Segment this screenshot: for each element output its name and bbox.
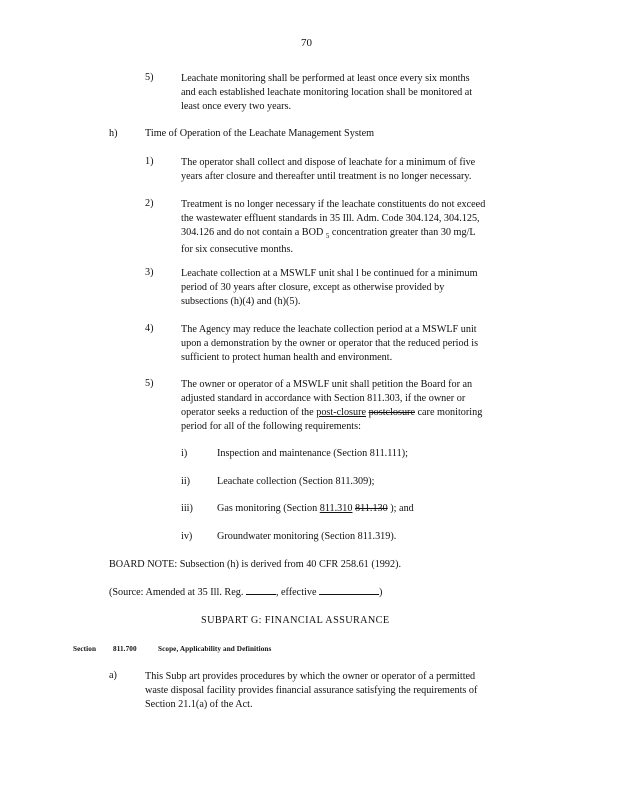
inserted-text: post-closure	[316, 407, 367, 418]
text-line: adjusted standard in accordance with Section 811.303, if the owner or	[181, 393, 466, 404]
item-text	[181, 378, 482, 434]
text-line: Leachate collection at a MSWLF unit shal l be continued for a minimum	[181, 268, 478, 279]
section-title: Scope, Applicability and Definitions	[158, 645, 272, 653]
text-line: for six consecutive months.	[181, 244, 294, 256]
text-segment: 304.126 and do not contain a BOD	[181, 227, 326, 238]
page-number: 70	[301, 37, 312, 49]
text-line: Leachate monitoring shall be performed at least once every six months	[181, 73, 470, 84]
text-segment: , effective	[275, 587, 317, 598]
text-line: least once every two years.	[181, 101, 292, 112]
blank-line	[319, 594, 379, 595]
board-note: BOARD NOTE: Subsection (h) is derived from 40 CFR 258.61 (1992).	[109, 559, 402, 570]
item-label: 5)	[145, 72, 154, 83]
deleted-text: postclosure	[368, 407, 415, 418]
item-text	[145, 670, 477, 712]
text-segment: )	[379, 587, 383, 598]
item-text	[181, 72, 472, 114]
sub-item-label: i)	[181, 448, 188, 459]
item-label: 4)	[145, 323, 154, 334]
text-line: sufficient to protect human health and environment.	[181, 352, 393, 363]
text-line: period for all of the following requirements:	[181, 421, 361, 432]
text-segment: operator seeks a reduction of the	[181, 407, 317, 418]
text-line: the wastewater effluent standards in 35 Ill. Adm. Code 304.124, 304.125,	[181, 213, 480, 224]
subscript: 5	[325, 232, 330, 241]
text-line: Treatment is no longer necessary if the leachate constituents do not exceed	[181, 199, 486, 210]
text-line	[181, 406, 482, 420]
item-label: 3)	[145, 267, 154, 278]
text-line	[181, 226, 485, 243]
sub-item-text: Leachate collection (Section 811.309);	[217, 476, 375, 487]
item-label: 5)	[145, 378, 154, 389]
deleted-text: 811.130	[355, 503, 388, 514]
sub-item-label: iv)	[181, 531, 193, 542]
text-segment: Gas monitoring (Section	[217, 503, 320, 514]
item-text	[181, 198, 485, 257]
text-segment: (Source: Amended at 35 Ill. Reg.	[109, 587, 244, 598]
text-line: The owner or operator of a MSWLF unit shall petition the Board for an	[181, 379, 473, 390]
text-line: subsections (h)(4) and (h)(5).	[181, 296, 301, 307]
text-segment: concentration greater than 30 mg/L	[329, 227, 476, 238]
text-line: period of 30 years after closure, except as otherwise provided by	[181, 282, 445, 293]
text-line: The operator shall collect and dispose of leachate for a minimum of five	[181, 157, 476, 168]
subpart-heading: SUBPART G: FINANCIAL ASSURANCE	[201, 615, 390, 626]
item-text	[181, 267, 478, 309]
section-label: h)	[109, 128, 118, 139]
text-line: Section 21.1(a) of the Act.	[145, 699, 253, 710]
item-label: 1)	[145, 156, 154, 167]
sub-item-text: Inspection and maintenance (Section 811.111);	[217, 448, 408, 459]
section-number: 811.700	[113, 645, 137, 653]
item-label: a)	[109, 670, 117, 681]
text-line: and each established leachate monitoring location shall be monitored at	[181, 87, 473, 98]
text-line: years after closure and thereafter until treatment is no longer necessary.	[181, 171, 472, 182]
item-label: 2)	[145, 198, 154, 209]
sub-item-text: Groundwater monitoring (Section 811.319).	[217, 531, 397, 542]
text-line: This Subp art provides procedures by which the owner or operator of a permitted	[145, 671, 476, 682]
text-line: The Agency may reduce the leachate collection period at a MSWLF unit	[181, 324, 477, 335]
section-title: Time of Operation of the Leachate Management System	[145, 128, 375, 139]
sub-item-label: iii)	[181, 503, 193, 514]
text-line: upon a demonstration by the owner or operator that the reduced period is	[181, 338, 479, 349]
text-line: waste disposal facility provides financial assurance satisfying the requirements of	[145, 685, 478, 696]
item-text	[181, 323, 478, 365]
inserted-text: 811.310	[319, 503, 353, 514]
sub-item-text	[217, 503, 414, 514]
text-segment: ); and	[387, 503, 414, 514]
item-text	[181, 156, 475, 184]
text-segment: care monitoring	[414, 407, 483, 418]
sub-item-label: ii)	[181, 476, 191, 487]
section-word: Section	[73, 645, 97, 653]
source-note	[109, 587, 382, 598]
blank-line	[246, 594, 276, 595]
